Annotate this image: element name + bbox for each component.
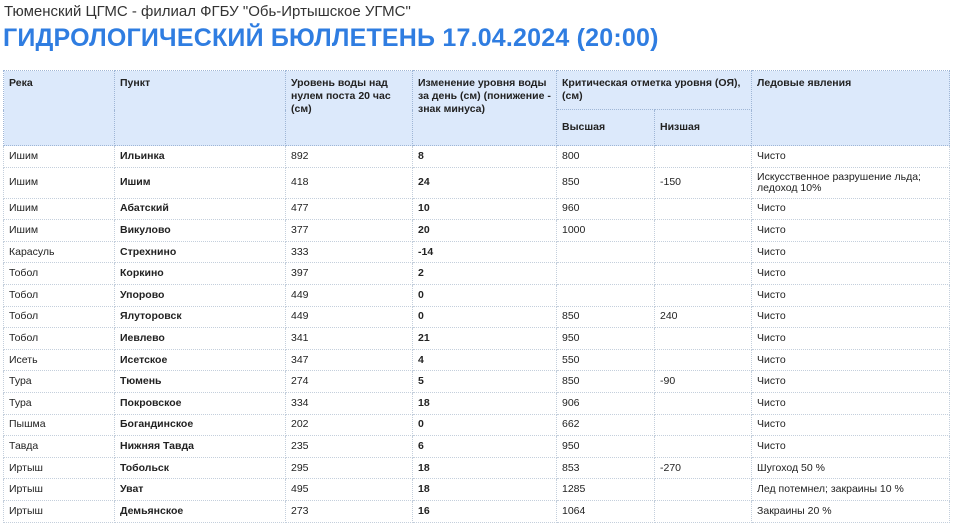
critical-low-cell <box>655 479 752 501</box>
river-cell: Ишим <box>4 146 115 168</box>
point-cell: Уват <box>115 479 286 501</box>
point-cell: Иевлево <box>115 328 286 350</box>
critical-high-cell <box>557 284 655 306</box>
critical-high-cell: 850 <box>557 371 655 393</box>
critical-high-cell: 1000 <box>557 220 655 242</box>
critical-high-cell: 960 <box>557 198 655 220</box>
level-cell: 892 <box>286 146 413 168</box>
level-cell: 449 <box>286 284 413 306</box>
river-cell: Тура <box>4 371 115 393</box>
change-cell: 20 <box>413 220 557 242</box>
header-ice: Ледовые явления <box>752 71 950 146</box>
critical-high-cell <box>557 263 655 285</box>
level-cell: 273 <box>286 500 413 522</box>
change-cell: 18 <box>413 392 557 414</box>
point-cell: Стрехнино <box>115 241 286 263</box>
change-cell: 6 <box>413 436 557 458</box>
critical-high-cell: 850 <box>557 306 655 328</box>
critical-low-cell <box>655 328 752 350</box>
table-row <box>4 436 950 458</box>
table-row <box>4 167 950 198</box>
critical-low-cell <box>655 241 752 263</box>
change-cell: 0 <box>413 306 557 328</box>
river-cell: Карасуль <box>4 241 115 263</box>
river-cell: Иртыш <box>4 457 115 479</box>
level-cell: 274 <box>286 371 413 393</box>
river-cell: Тобол <box>4 263 115 285</box>
critical-high-cell: 853 <box>557 457 655 479</box>
ice-cell: Чисто <box>752 241 950 263</box>
critical-high-cell: 950 <box>557 328 655 350</box>
point-cell: Ильинка <box>115 146 286 168</box>
table-row <box>4 328 950 350</box>
ice-cell: Шугоход 50 % <box>752 457 950 479</box>
critical-low-cell <box>655 392 752 414</box>
point-cell: Ялуторовск <box>115 306 286 328</box>
change-cell: 21 <box>413 328 557 350</box>
change-cell: 24 <box>413 167 557 198</box>
level-cell: 295 <box>286 457 413 479</box>
critical-low-cell <box>655 414 752 436</box>
critical-high-cell: 906 <box>557 392 655 414</box>
critical-high-cell: 950 <box>557 436 655 458</box>
ice-cell: Искусственное разрушение льда; ледоход 10% <box>752 167 950 198</box>
critical-low-cell: -90 <box>655 371 752 393</box>
ice-cell: Чисто <box>752 263 950 285</box>
change-cell: 0 <box>413 284 557 306</box>
table-row <box>4 198 950 220</box>
level-cell: 449 <box>286 306 413 328</box>
river-cell: Ишим <box>4 167 115 198</box>
header-river: Река <box>4 71 115 146</box>
change-cell: 4 <box>413 349 557 371</box>
change-cell: 2 <box>413 263 557 285</box>
table-row <box>4 220 950 242</box>
point-cell: Коркино <box>115 263 286 285</box>
ice-cell: Лед потемнел; закраины 10 % <box>752 479 950 501</box>
critical-high-cell: 550 <box>557 349 655 371</box>
point-cell: Викулово <box>115 220 286 242</box>
change-cell: 10 <box>413 198 557 220</box>
ice-cell: Чисто <box>752 392 950 414</box>
table-row <box>4 392 950 414</box>
critical-low-cell <box>655 284 752 306</box>
level-cell: 377 <box>286 220 413 242</box>
header-change: Изменение уровня воды за день (см) (понижение - знак минуса) <box>413 71 557 146</box>
level-cell: 341 <box>286 328 413 350</box>
river-cell: Исеть <box>4 349 115 371</box>
critical-low-cell <box>655 220 752 242</box>
ice-cell: Закраины 20 % <box>752 500 950 522</box>
header-low: Низшая <box>655 110 752 146</box>
critical-low-cell <box>655 349 752 371</box>
header-critical: Критическая отметка уровня (ОЯ), (см) <box>557 71 752 110</box>
critical-low-cell <box>655 146 752 168</box>
ice-cell: Чисто <box>752 328 950 350</box>
critical-high-cell: 1064 <box>557 500 655 522</box>
critical-low-cell <box>655 263 752 285</box>
point-cell: Абатский <box>115 198 286 220</box>
ice-cell: Чисто <box>752 414 950 436</box>
ice-cell: Чисто <box>752 220 950 242</box>
table-header-row <box>4 71 950 110</box>
river-cell: Тобол <box>4 306 115 328</box>
point-cell: Покровское <box>115 392 286 414</box>
point-cell: Нижняя Тавда <box>115 436 286 458</box>
bulletin-title: ГИДРОЛОГИЧЕСКИЙ БЮЛЛЕТЕНЬ 17.04.2024 (20:00) <box>3 24 659 52</box>
point-cell: Тобольск <box>115 457 286 479</box>
level-cell: 202 <box>286 414 413 436</box>
change-cell: -14 <box>413 241 557 263</box>
table-row <box>4 263 950 285</box>
critical-high-cell: 662 <box>557 414 655 436</box>
river-cell: Ишим <box>4 220 115 242</box>
point-cell: Исетское <box>115 349 286 371</box>
ice-cell: Чисто <box>752 306 950 328</box>
ice-cell: Чисто <box>752 371 950 393</box>
river-cell: Тура <box>4 392 115 414</box>
level-cell: 347 <box>286 349 413 371</box>
level-cell: 397 <box>286 263 413 285</box>
critical-low-cell <box>655 198 752 220</box>
critical-low-cell: -270 <box>655 457 752 479</box>
header-level: Уровень воды над нулем поста 20 час (см) <box>286 71 413 146</box>
river-cell: Тобол <box>4 284 115 306</box>
critical-high-cell <box>557 241 655 263</box>
river-cell: Пышма <box>4 414 115 436</box>
river-cell: Тобол <box>4 328 115 350</box>
table-row <box>4 306 950 328</box>
table-row <box>4 414 950 436</box>
level-cell: 235 <box>286 436 413 458</box>
level-cell: 333 <box>286 241 413 263</box>
change-cell: 18 <box>413 479 557 501</box>
table-row <box>4 371 950 393</box>
change-cell: 5 <box>413 371 557 393</box>
river-cell: Ишим <box>4 198 115 220</box>
table-row <box>4 241 950 263</box>
point-cell: Упорово <box>115 284 286 306</box>
level-cell: 334 <box>286 392 413 414</box>
table-row <box>4 349 950 371</box>
critical-high-cell: 1285 <box>557 479 655 501</box>
river-cell: Иртыш <box>4 479 115 501</box>
point-cell: Тюмень <box>115 371 286 393</box>
ice-cell: Чисто <box>752 284 950 306</box>
table-row <box>4 284 950 306</box>
change-cell: 18 <box>413 457 557 479</box>
critical-low-cell: 240 <box>655 306 752 328</box>
level-cell: 495 <box>286 479 413 501</box>
hydrology-table <box>3 70 950 523</box>
change-cell: 16 <box>413 500 557 522</box>
critical-high-cell: 800 <box>557 146 655 168</box>
organization-subtitle: Тюменский ЦГМС - филиал ФГБУ "Обь-Иртышское УГМС" <box>4 3 411 20</box>
level-cell: 418 <box>286 167 413 198</box>
table-row <box>4 146 950 168</box>
table-row <box>4 500 950 522</box>
change-cell: 0 <box>413 414 557 436</box>
ice-cell: Чисто <box>752 436 950 458</box>
point-cell: Демьянское <box>115 500 286 522</box>
ice-cell: Чисто <box>752 146 950 168</box>
point-cell: Богандинское <box>115 414 286 436</box>
table-row <box>4 457 950 479</box>
table-body <box>4 146 950 523</box>
river-cell: Тавда <box>4 436 115 458</box>
critical-low-cell <box>655 436 752 458</box>
critical-low-cell <box>655 500 752 522</box>
ice-cell: Чисто <box>752 198 950 220</box>
critical-low-cell: -150 <box>655 167 752 198</box>
table-row <box>4 479 950 501</box>
header-point: Пункт <box>115 71 286 146</box>
point-cell: Ишим <box>115 167 286 198</box>
change-cell: 8 <box>413 146 557 168</box>
header-high: Высшая <box>557 110 655 146</box>
ice-cell: Чисто <box>752 349 950 371</box>
river-cell: Иртыш <box>4 500 115 522</box>
critical-high-cell: 850 <box>557 167 655 198</box>
level-cell: 477 <box>286 198 413 220</box>
